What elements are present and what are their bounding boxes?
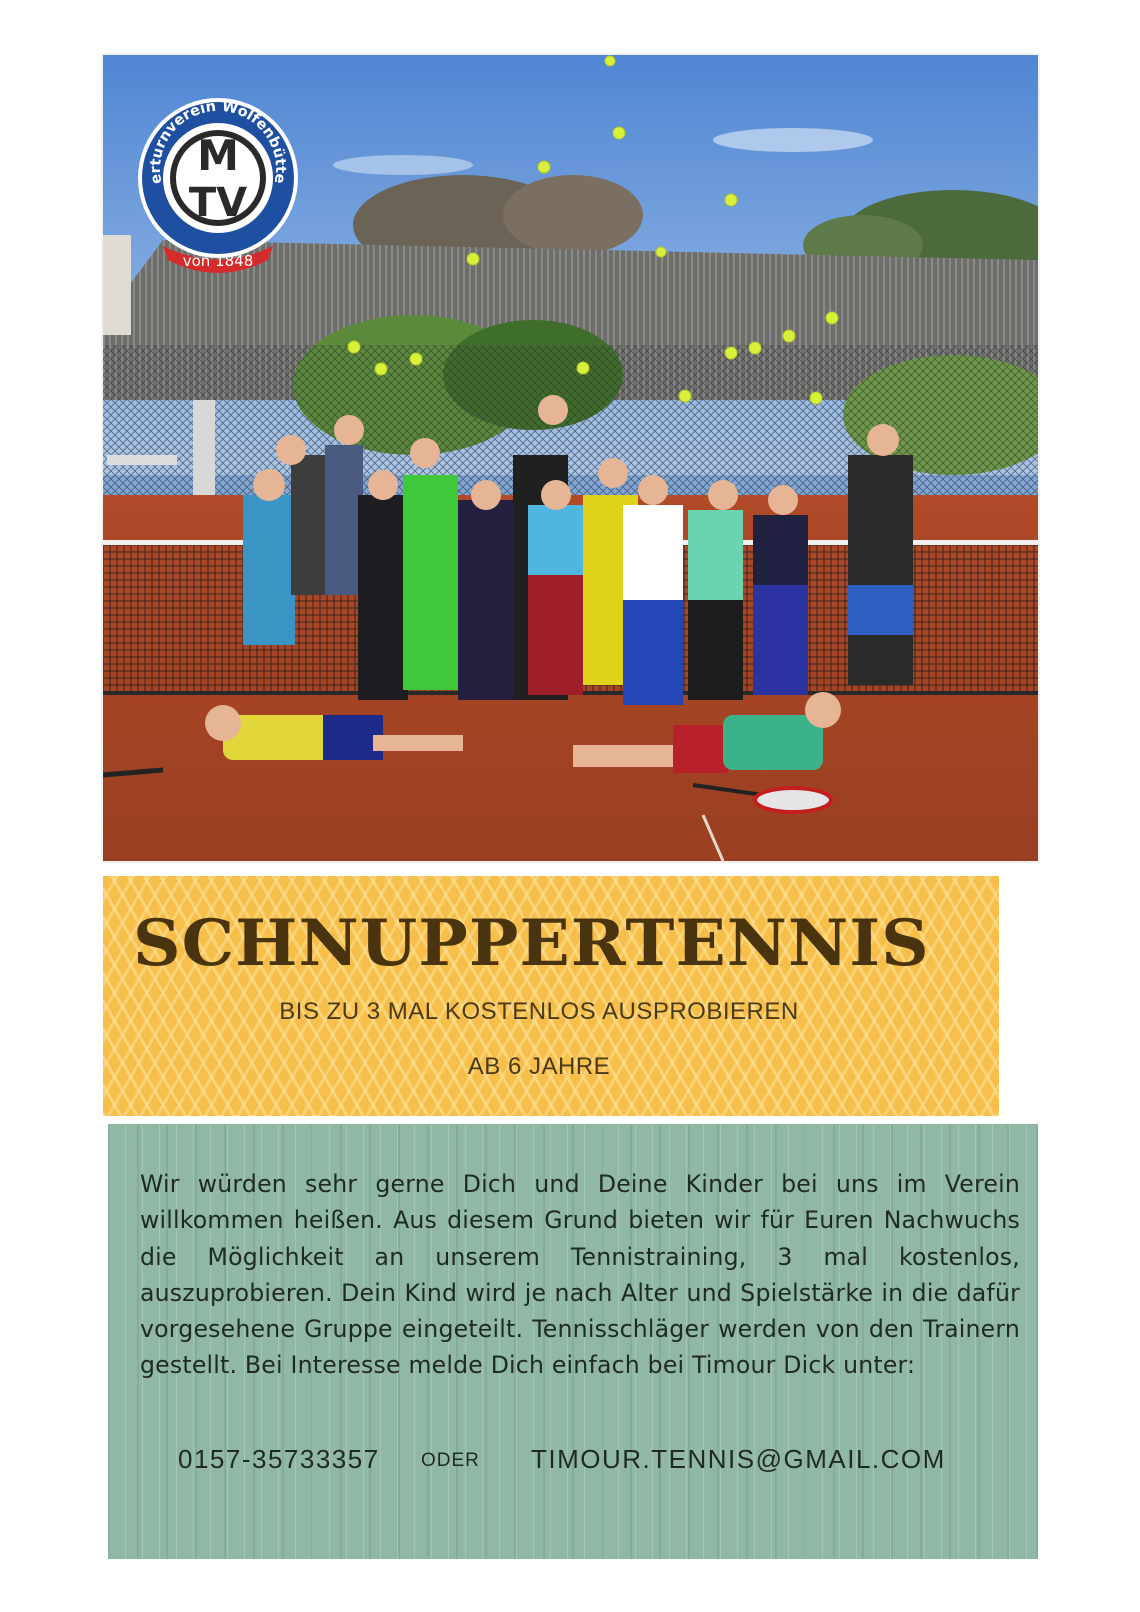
logo-ribbon-text: von 1848: [182, 252, 254, 270]
logo-letters-tv: TV: [188, 180, 248, 226]
chimney: [103, 235, 131, 335]
logo-letter-m: M: [197, 131, 239, 180]
subtitle-age: AB 6 JAHRE: [467, 1053, 611, 1080]
logo-ring-text: erturnverein Wolfenbütte: [147, 98, 289, 186]
subtitle-free-trial: BIS ZU 3 MAL KOSTENLOS AUSPROBIEREN: [279, 998, 799, 1025]
club-logo: [138, 88, 298, 283]
info-panel: [108, 1124, 1038, 1559]
page-title: SCHNUPPERTENNIS: [133, 906, 930, 981]
contact-row: [108, 1444, 1038, 1484]
body-paragraph: Wir würden sehr gerne Dich und Deine Kinder bei uns im Verein willkommen heißen. Aus diesem Grund bieten wir für Euren Nachwuchs die Möglichkeit an unserem Tennistraining, 3 mal kostenlos, auszuprobieren. Dein Kind wird je nach Alter und Spielstärke in die dafür vorgesehene Gruppe eingeteilt. Tennisschläger werden von den Trainern gestellt. Bei Interesse melde Dich einfach bei Timour Dick unter:: [140, 1170, 1020, 1380]
or-separator: ODER: [421, 1450, 480, 1471]
phone-number[interactable]: 0157-35733357: [178, 1444, 380, 1474]
email-address[interactable]: TIMOUR.TENNIS@GMAIL.COM: [531, 1444, 946, 1474]
title-panel: [103, 876, 999, 1116]
bench: [107, 455, 177, 465]
